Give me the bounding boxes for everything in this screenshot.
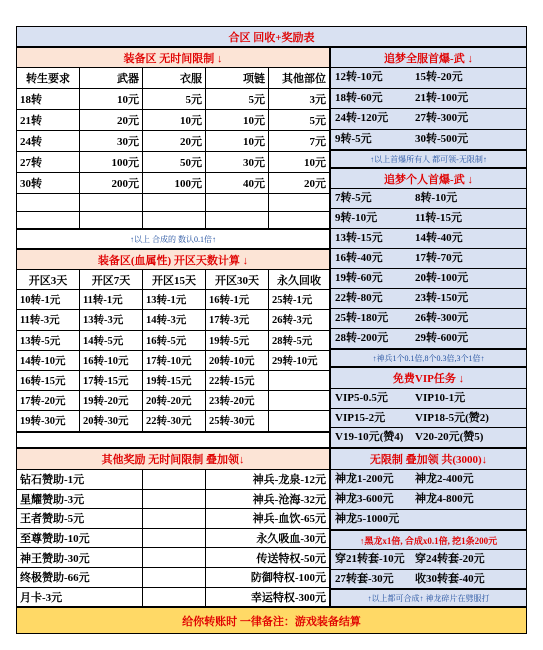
blood-header: 装备区(血属性) 开区天数计算 ↓ bbox=[16, 249, 330, 270]
blood-column-header: 开区15天 bbox=[143, 270, 206, 290]
blood-cell: 20转-10元 bbox=[206, 351, 269, 371]
gear-note: ↑以上 合成的 数认0.1倍↑ bbox=[16, 229, 330, 249]
blood-cell: 16转-5元 bbox=[143, 331, 206, 351]
gear-column-header: 其他部位 bbox=[269, 68, 330, 89]
gear-cell: 10元 bbox=[206, 131, 269, 152]
gear-cell: 100元 bbox=[80, 152, 143, 173]
blood-cell: 28转-5元 bbox=[269, 331, 330, 351]
personal-first-row bbox=[330, 209, 527, 229]
gear-column-header: 武器 bbox=[80, 68, 143, 89]
personal-first-item: 9转-10元 bbox=[335, 212, 378, 224]
personal-first-item: 20转-100元 bbox=[415, 272, 469, 284]
personal-first-row bbox=[330, 189, 527, 209]
blood-cell: 16转-10元 bbox=[80, 351, 143, 371]
vip-item: VIP18-5元(赞2) bbox=[415, 411, 489, 424]
server-first-row bbox=[330, 68, 527, 89]
blood-cell: 23转-20元 bbox=[206, 391, 269, 411]
unlimited-row bbox=[330, 490, 527, 510]
unlimited-2-item: 穿24转套-20元 bbox=[415, 553, 485, 565]
personal-first-header: 追梦个人首爆-武 ↓ bbox=[330, 168, 527, 189]
unlimited-row bbox=[330, 470, 527, 490]
gear-cell: 20元 bbox=[269, 173, 330, 194]
personal-first-item: 25转-180元 bbox=[335, 312, 389, 324]
gear-empty-cell bbox=[269, 194, 330, 212]
gear-cell: 30元 bbox=[206, 152, 269, 173]
gear-column-header: 衣服 bbox=[143, 68, 206, 89]
unlimited-item: 神龙4-800元 bbox=[415, 493, 474, 505]
bonus-header: 其他奖励 无时间限制 叠加领↓ bbox=[16, 448, 330, 470]
gear-cell: 5元 bbox=[143, 89, 206, 110]
personal-first-item: 26转-300元 bbox=[415, 312, 469, 324]
blood-cell: 13转-3元 bbox=[80, 310, 143, 330]
server-first-row bbox=[330, 89, 527, 110]
blood-cell bbox=[269, 411, 330, 431]
personal-first-row bbox=[330, 329, 527, 349]
blood-cell: 16转-15元 bbox=[16, 371, 80, 391]
blood-cell: 14转-5元 bbox=[80, 331, 143, 351]
vip-item: VIP10-1元 bbox=[415, 392, 466, 404]
vip-row bbox=[330, 389, 527, 409]
unlimited-item: 神龙3-600元 bbox=[335, 493, 394, 505]
server-first-item: 24转-120元 bbox=[335, 112, 389, 124]
vip-item: V19-10元(赞4) bbox=[335, 431, 404, 444]
personal-first-item: 16转-40元 bbox=[335, 252, 383, 264]
blood-cell: 20转-30元 bbox=[80, 411, 143, 431]
gear-cell: 10元 bbox=[206, 110, 269, 131]
gear-cell: 40元 bbox=[206, 173, 269, 194]
bonus-right-item: 幸运特权-300元 bbox=[206, 588, 330, 608]
blood-cell: 13转-5元 bbox=[16, 331, 80, 351]
blood-gap bbox=[16, 432, 330, 448]
gear-empty-cell bbox=[80, 212, 143, 230]
bonus-left-item: 月卡-3元 bbox=[16, 588, 143, 608]
server-first-item: 30转-500元 bbox=[415, 132, 469, 145]
unlimited-redline: ↑黑龙x1倍, 合成x0.1倍, 挖1条200元 bbox=[330, 530, 527, 550]
blood-cell: 17转-20元 bbox=[16, 391, 80, 411]
unlimited-2-item: 穿21转套-10元 bbox=[335, 553, 405, 565]
blood-cell: 25转-30元 bbox=[206, 411, 269, 431]
bonus-left-item: 终极赞助-66元 bbox=[16, 568, 143, 588]
personal-first-row bbox=[330, 269, 527, 289]
server-first-item: 12转-10元 bbox=[335, 71, 383, 83]
blood-column-header: 开区7天 bbox=[80, 270, 143, 290]
blood-cell: 19转-30元 bbox=[16, 411, 80, 431]
gear-empty-cell bbox=[206, 194, 269, 212]
blood-cell: 17转-10元 bbox=[143, 351, 206, 371]
page-title: 合区 回收+奖励表 bbox=[16, 26, 527, 47]
gear-cell: 10元 bbox=[80, 89, 143, 110]
vip-item: VIP15-2元 bbox=[335, 411, 386, 424]
gear-empty-cell bbox=[269, 212, 330, 230]
bonus-left-item: 钻石赞助-1元 bbox=[16, 470, 143, 490]
bonus-left-item: 至尊赞助-10元 bbox=[16, 529, 143, 549]
blood-cell bbox=[269, 391, 330, 411]
bonus-spacer bbox=[143, 490, 206, 510]
unlimited-header: 无限制 叠加领 共(3000)↓ bbox=[330, 448, 527, 470]
server-first-item: 9转-5元 bbox=[335, 132, 372, 145]
blood-cell: 26转-3元 bbox=[269, 310, 330, 330]
unlimited-2-row bbox=[330, 570, 527, 590]
unlimited-item: 神龙2-400元 bbox=[415, 473, 474, 485]
vip-item: VIP5-0.5元 bbox=[335, 392, 388, 404]
personal-first-item: 23转-150元 bbox=[415, 292, 469, 304]
bonus-spacer bbox=[143, 568, 206, 588]
blood-cell: 11转-1元 bbox=[80, 290, 143, 310]
server-first-item: 15转-20元 bbox=[415, 71, 463, 83]
personal-first-row bbox=[330, 309, 527, 329]
bonus-spacer bbox=[143, 588, 206, 608]
blood-cell: 17转-15元 bbox=[80, 371, 143, 391]
gear-cell: 27转 bbox=[16, 152, 80, 173]
bonus-spacer bbox=[143, 509, 206, 529]
blood-cell: 20转-20元 bbox=[143, 391, 206, 411]
personal-first-item: 28转-200元 bbox=[335, 332, 389, 344]
gear-cell: 100元 bbox=[143, 173, 206, 194]
unlimited-note: ↑以上都可合成↑ 神龙碎片在劈服打 bbox=[330, 589, 527, 607]
blood-cell: 25转-1元 bbox=[269, 290, 330, 310]
personal-first-item: 8转-10元 bbox=[415, 192, 458, 204]
personal-first-note: ↑神兵1个0.1倍,8个0.3倍,3个1倍↑ bbox=[330, 349, 527, 367]
server-first-item: 18转-60元 bbox=[335, 91, 383, 104]
footer-note: 给你转账时 一律备注：游戏装备结算 bbox=[16, 607, 527, 634]
gear-cell: 20元 bbox=[143, 131, 206, 152]
blood-column-header: 永久回收 bbox=[269, 270, 330, 290]
server-first-item: 27转-300元 bbox=[415, 112, 469, 124]
vip-item: V20-20元(赞5) bbox=[415, 431, 484, 444]
blood-cell: 19转-15元 bbox=[143, 371, 206, 391]
blood-cell: 11转-3元 bbox=[16, 310, 80, 330]
bonus-right-item: 传送特权-50元 bbox=[206, 548, 330, 568]
bonus-right-item: 神兵-血饮-65元 bbox=[206, 509, 330, 529]
gear-header: 装备区 无时间限制 ↓ bbox=[16, 47, 330, 68]
gear-empty-cell bbox=[16, 212, 80, 230]
bonus-right-item: 神兵-龙泉-12元 bbox=[206, 470, 330, 490]
blood-cell bbox=[269, 371, 330, 391]
gear-cell: 7元 bbox=[269, 131, 330, 152]
gear-cell: 10元 bbox=[269, 152, 330, 173]
blood-cell: 16转-1元 bbox=[206, 290, 269, 310]
blood-cell: 19转-5元 bbox=[206, 331, 269, 351]
gear-cell: 21转 bbox=[16, 110, 80, 131]
gear-cell: 30转 bbox=[16, 173, 80, 194]
gear-cell: 50元 bbox=[143, 152, 206, 173]
gear-column-header: 项链 bbox=[206, 68, 269, 89]
gear-cell: 30元 bbox=[80, 131, 143, 152]
personal-first-item: 13转-15元 bbox=[335, 232, 383, 244]
vip-header: 免费VIP任务 ↓ bbox=[330, 367, 527, 389]
blood-cell: 17转-3元 bbox=[206, 310, 269, 330]
blood-cell: 14转-3元 bbox=[143, 310, 206, 330]
personal-first-item: 22转-80元 bbox=[335, 292, 383, 304]
blood-cell: 22转-30元 bbox=[143, 411, 206, 431]
blood-cell: 14转-10元 bbox=[16, 351, 80, 371]
bonus-right-item: 永久吸血-30元 bbox=[206, 529, 330, 549]
bonus-spacer bbox=[143, 470, 206, 490]
bonus-left-item: 星耀赞助-3元 bbox=[16, 490, 143, 510]
blood-cell: 19转-20元 bbox=[80, 391, 143, 411]
server-first-row bbox=[330, 109, 527, 130]
blood-cell: 13转-1元 bbox=[143, 290, 206, 310]
gear-cell: 20元 bbox=[80, 110, 143, 131]
gear-empty-cell bbox=[143, 194, 206, 212]
personal-first-item: 17转-70元 bbox=[415, 252, 463, 264]
blood-cell: 22转-15元 bbox=[206, 371, 269, 391]
personal-first-row bbox=[330, 289, 527, 309]
server-first-header: 追梦全服首爆-武 ↓ bbox=[330, 47, 527, 68]
gear-empty-cell bbox=[206, 212, 269, 230]
gear-cell: 5元 bbox=[269, 110, 330, 131]
personal-first-item: 14转-40元 bbox=[415, 232, 463, 244]
bonus-left-item: 神王赞助-30元 bbox=[16, 548, 143, 568]
gear-column-header: 转生要求 bbox=[16, 68, 80, 89]
gear-cell: 10元 bbox=[143, 110, 206, 131]
bonus-spacer bbox=[143, 548, 206, 568]
vip-row bbox=[330, 428, 527, 448]
personal-first-item: 19转-60元 bbox=[335, 272, 383, 284]
personal-first-item: 7转-5元 bbox=[335, 192, 372, 204]
gear-empty-cell bbox=[80, 194, 143, 212]
unlimited-2-item: 收30转套-40元 bbox=[415, 572, 485, 585]
bonus-left-item: 王者赞助-5元 bbox=[16, 509, 143, 529]
gear-cell: 3元 bbox=[269, 89, 330, 110]
gear-cell: 24转 bbox=[16, 131, 80, 152]
personal-first-row bbox=[330, 229, 527, 249]
gear-cell: 200元 bbox=[80, 173, 143, 194]
gear-empty-cell bbox=[143, 212, 206, 230]
server-first-item: 21转-100元 bbox=[415, 91, 469, 104]
personal-first-row bbox=[330, 249, 527, 269]
gear-cell: 5元 bbox=[206, 89, 269, 110]
server-first-note: ↑以上首爆所有人 都可领-无限制↑ bbox=[330, 150, 527, 168]
bonus-right-item: 神兵-沧海-32元 bbox=[206, 490, 330, 510]
gear-empty-cell bbox=[16, 194, 80, 212]
blood-cell: 10转-1元 bbox=[16, 290, 80, 310]
bonus-right-item: 防御特权-100元 bbox=[206, 568, 330, 588]
personal-first-item: 29转-600元 bbox=[415, 332, 469, 344]
server-first-row bbox=[330, 130, 527, 151]
personal-first-item: 11转-15元 bbox=[415, 212, 463, 224]
blood-cell: 29转-10元 bbox=[269, 351, 330, 371]
unlimited-2-row bbox=[330, 550, 527, 570]
unlimited-item: 神龙5-1000元 bbox=[335, 513, 400, 525]
blood-column-header: 开区3天 bbox=[16, 270, 80, 290]
unlimited-2-item: 27转套-30元 bbox=[335, 572, 394, 585]
blood-column-header: 开区30天 bbox=[206, 270, 269, 290]
unlimited-item: 神龙1-200元 bbox=[335, 473, 394, 485]
gear-cell: 18转 bbox=[16, 89, 80, 110]
vip-row bbox=[330, 409, 527, 429]
bonus-spacer bbox=[143, 529, 206, 549]
unlimited-row bbox=[330, 510, 527, 530]
